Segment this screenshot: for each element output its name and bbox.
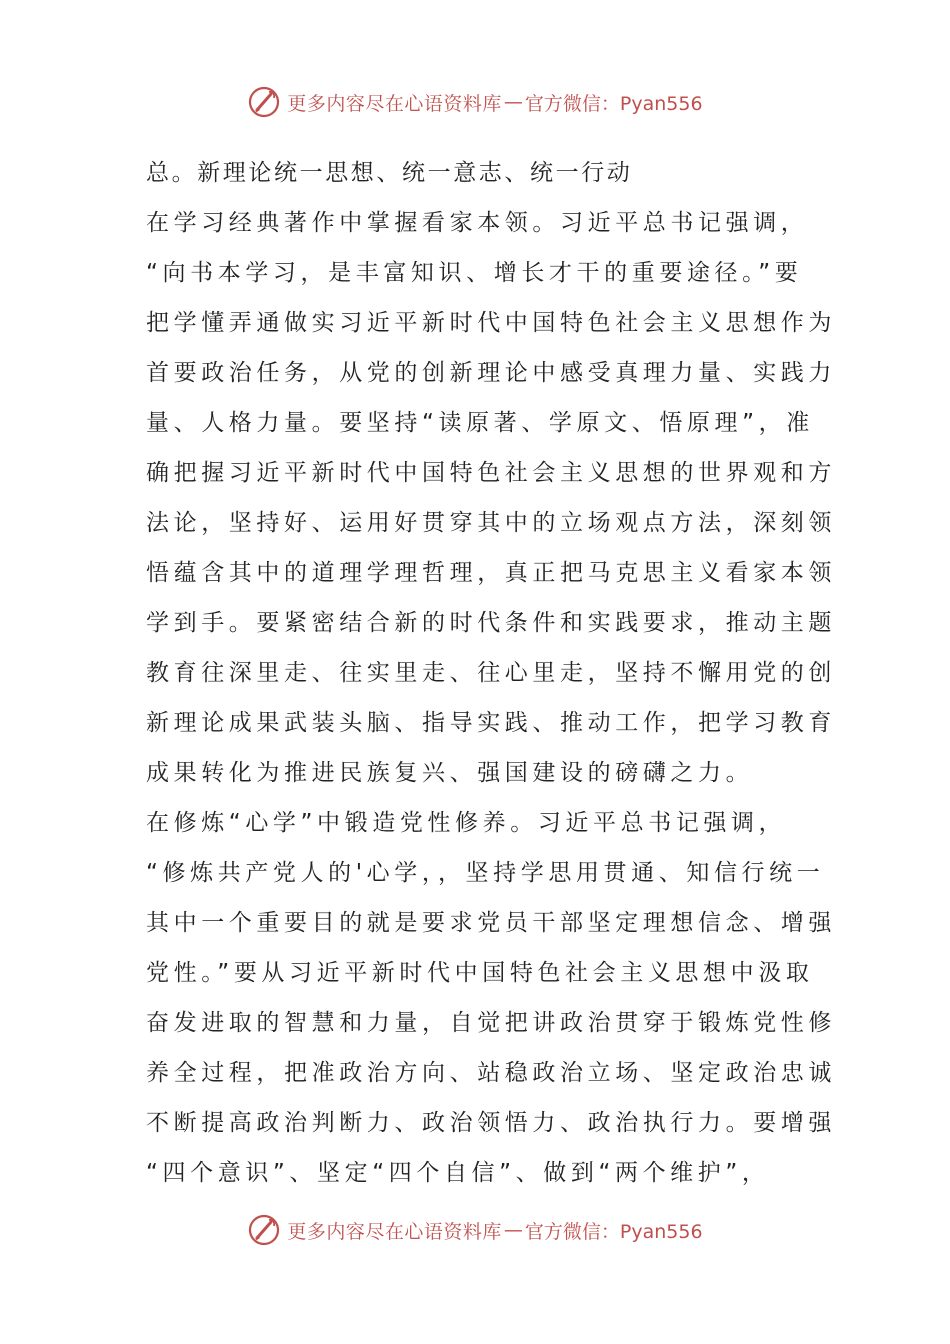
document-body xyxy=(146,148,836,1198)
text-line: 成果转化为推进民族复兴、强国建设的磅礴之力。 xyxy=(146,760,754,786)
banner-wechat-text: 官方微信：Pyan556 xyxy=(524,92,703,115)
text-line: 首要政治任务，从党的创新理论中感受真理力量、实践力 xyxy=(146,360,836,386)
text-line: 法论，坚持好、运用好贯穿其中的立场观点方法，深刻领 xyxy=(146,510,836,536)
text-line: “四个意识”、坚定“四个自信”、做到“两个维护”， xyxy=(146,1160,770,1186)
text-line: 学到手。要紧密结合新的时代条件和实践要求，推动主题 xyxy=(146,610,836,636)
text-line: 教育往深里走、往实里走、往心里走，坚持不懈用党的创 xyxy=(146,660,836,686)
banner-separator: — xyxy=(503,1219,523,1241)
banner-separator: — xyxy=(503,91,523,113)
banner-wechat-text: 官方微信：Pyan556 xyxy=(524,1220,703,1243)
text-line: 在修炼“心学”中锻造党性修养。习近平总书记强调， xyxy=(146,810,787,836)
text-line: 悟蕴含其中的道理学理哲理，真正把马克思主义看家本领 xyxy=(146,560,836,586)
banner-main-text: 更多内容尽在心语资料库 xyxy=(287,1220,502,1243)
text-line: 党性。”要从习近平新时代中国特色社会主义思想中汲取 xyxy=(146,960,814,986)
text-line: 确把握习近平新时代中国特色社会主义思想的世界观和方 xyxy=(146,460,836,486)
footer-banner xyxy=(0,1208,950,1252)
pen-logo-icon xyxy=(247,1213,281,1247)
text-line: “修炼共产党人的'心学，，坚持学思用贯通、知信行统一 xyxy=(146,860,825,886)
text-line: 其中一个重要目的就是要求党员干部坚定理想信念、增强 xyxy=(146,910,836,936)
text-line: 把学懂弄通做实习近平新时代中国特色社会主义思想作为 xyxy=(146,310,836,336)
text-line: 量、人格力量。要坚持“读原著、学原文、悟原理”，准 xyxy=(146,410,814,436)
text-line: 新理论成果武装头脑、指导实践、推动工作，把学习教育 xyxy=(146,710,836,736)
text-line: “向书本学习，是丰富知识、增长才干的重要途径。”要 xyxy=(146,260,803,286)
banner-main-text: 更多内容尽在心语资料库 xyxy=(287,92,502,115)
pen-logo-icon xyxy=(247,85,281,119)
text-line: 总。新理论统一思想、统一意志、统一行动 xyxy=(146,160,633,186)
text-line: 养全过程，把准政治方向、站稳政治立场、坚定政治忠诚 xyxy=(146,1060,836,1086)
text-line: 不断提高政治判断力、政治领悟力、政治执行力。要增强 xyxy=(146,1110,836,1136)
text-line: 奋发进取的智慧和力量，自觉把讲政治贯穿于锻炼党性修 xyxy=(146,1010,836,1036)
text-line: 在学习经典著作中掌握看家本领。习近平总书记强调， xyxy=(146,210,809,236)
header-banner xyxy=(0,80,950,124)
